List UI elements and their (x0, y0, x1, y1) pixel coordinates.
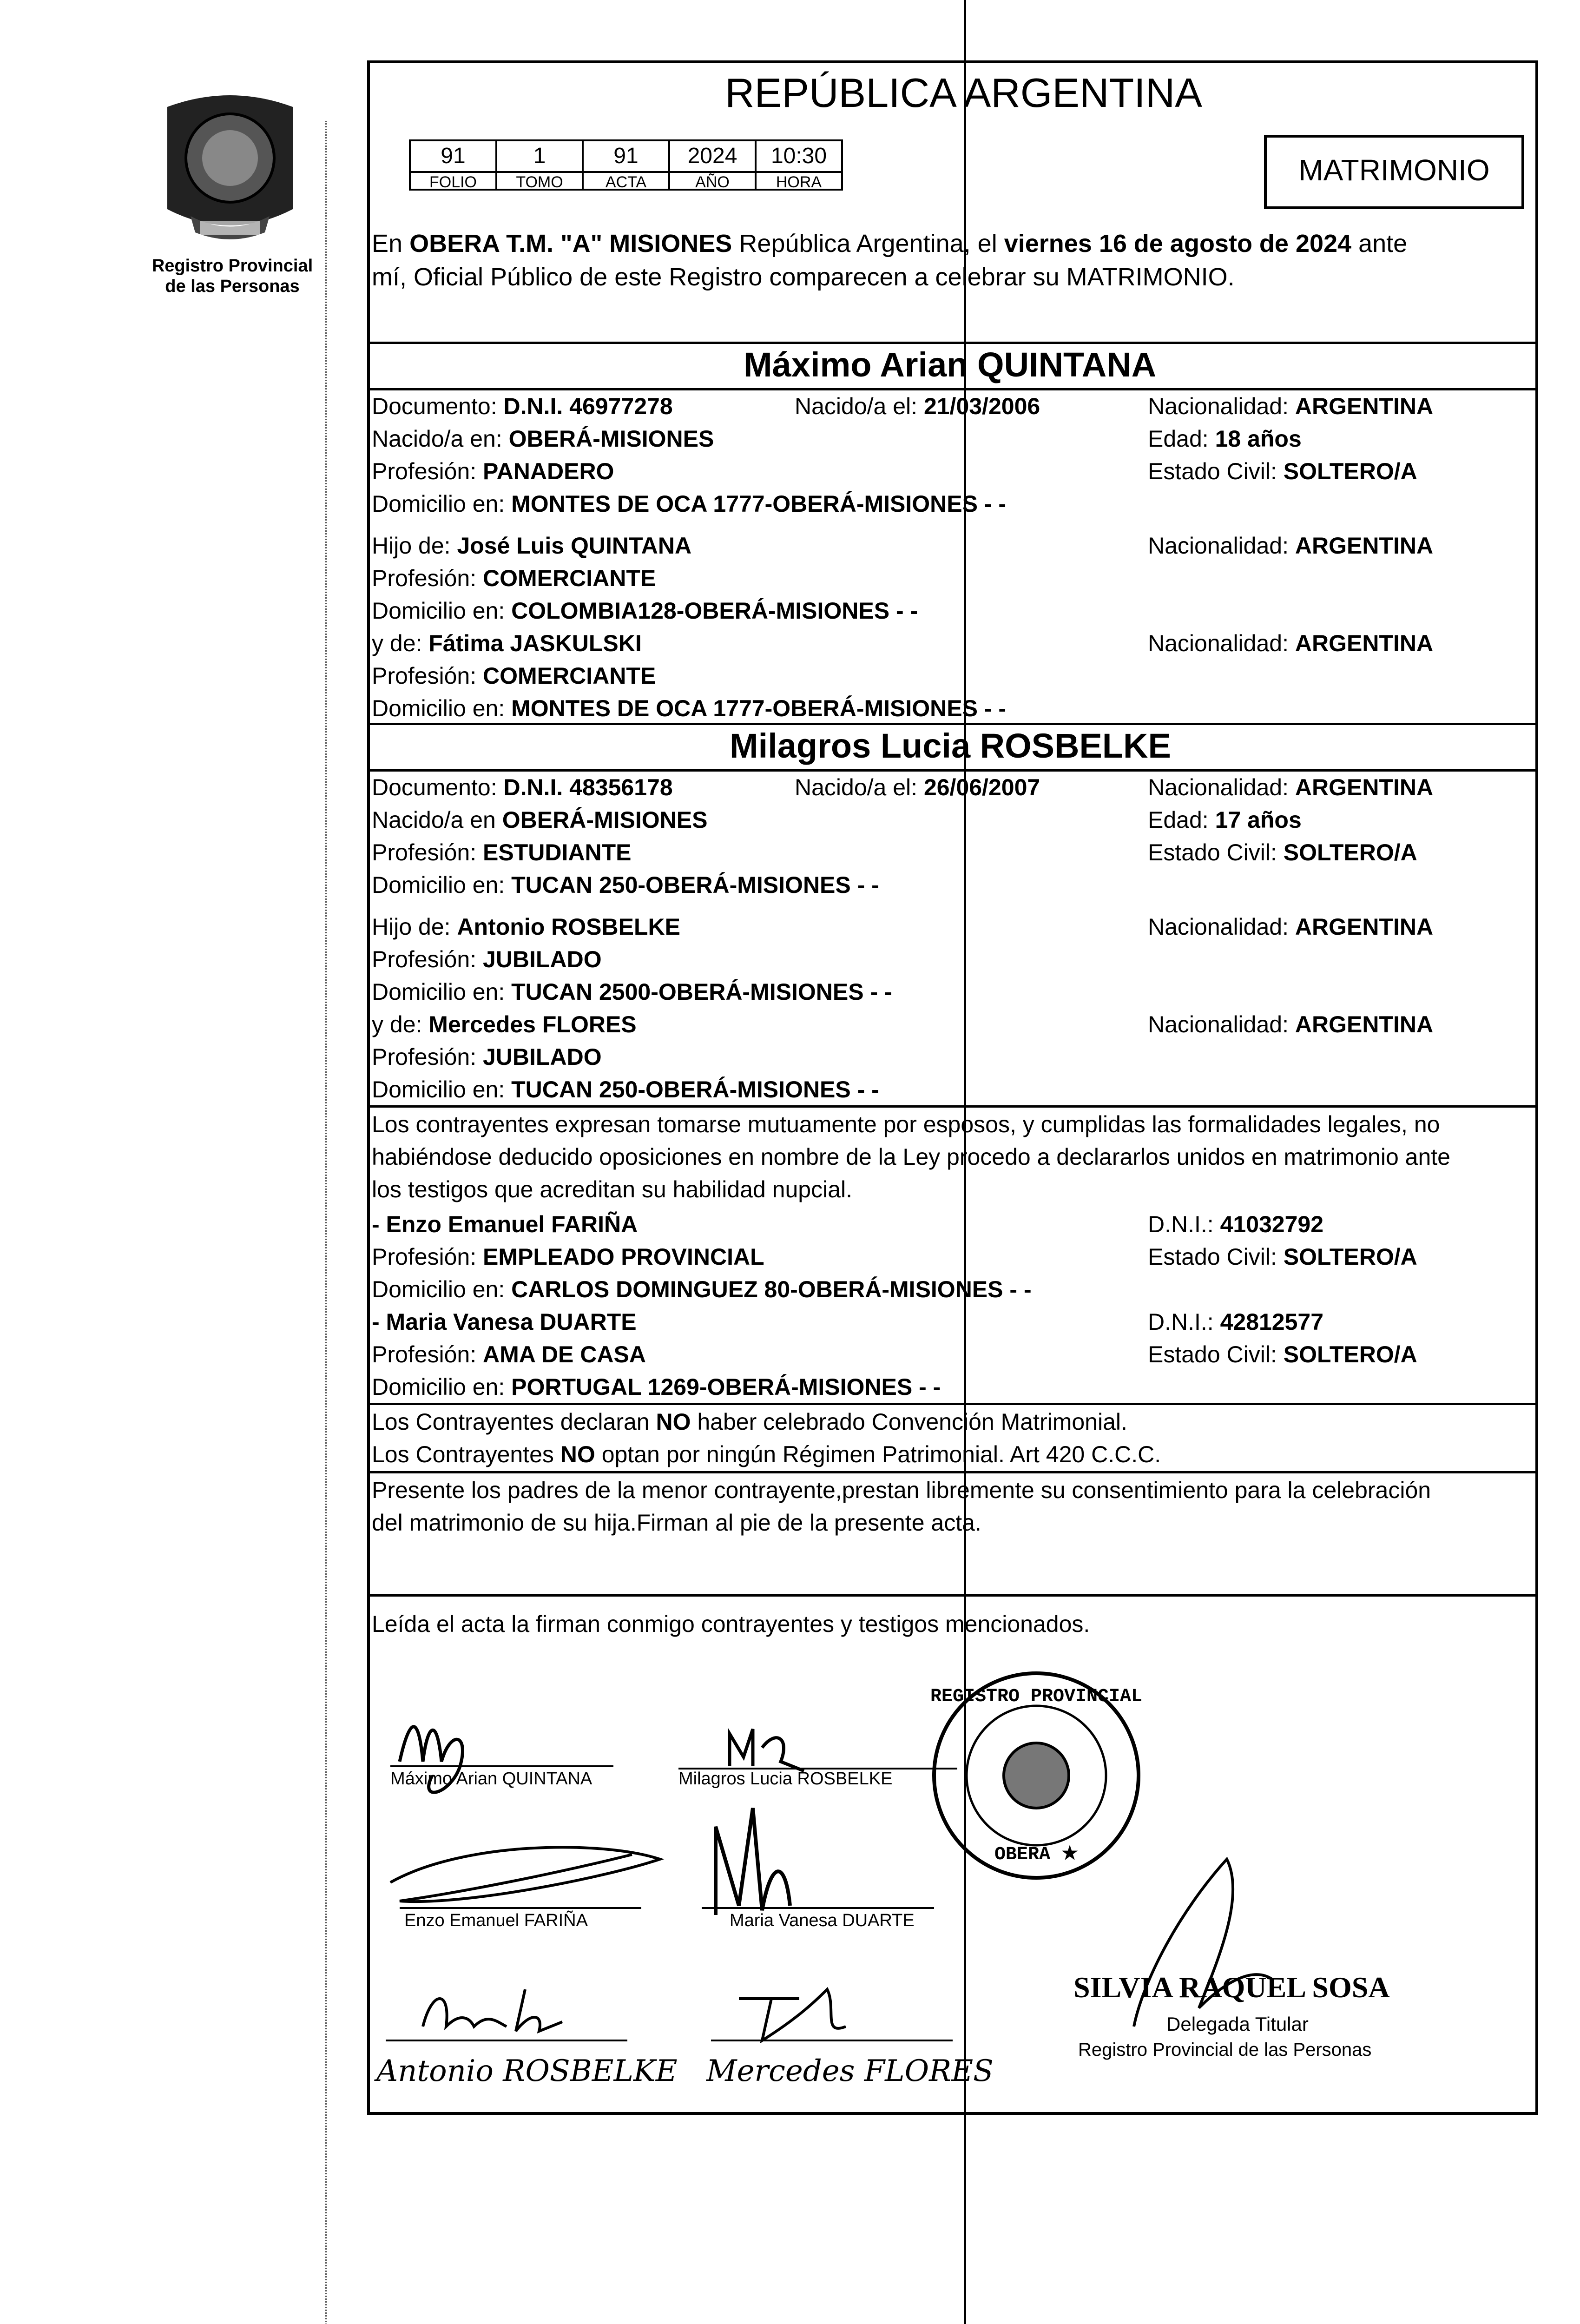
divider (367, 1594, 1538, 1597)
registry-cell-tomo: 1 TOMO (495, 139, 584, 191)
convention-line-1: Los Contrayentes declaran NO haber celebrado Convención Matrimonial. (372, 1409, 1127, 1435)
spouse1-documento: Documento: D.N.I. 46977278 (372, 393, 673, 419)
spouse1-mother-nacionalidad: Nacionalidad: ARGENTINA (1148, 630, 1434, 656)
spouse2-nacido-el: Nacido/a el: 26/06/2007 (795, 774, 1040, 800)
spouse1-edad: Edad: 18 años (1148, 426, 1302, 452)
spouse1-name: Máximo Arian QUINTANA (744, 345, 1157, 384)
spouse2-estado-civil: Estado Civil: SOLTERO/A (1148, 839, 1417, 865)
witness2-signature (697, 1789, 939, 1929)
father-handwritten-name: Antonio ROSBELKE (376, 2054, 678, 2088)
spouse1-nacionalidad: Nacionalidad: ARGENTINA (1148, 393, 1434, 419)
spouse2-name: Milagros Lucia ROSBELKE (730, 726, 1171, 765)
witness2-estado-civil: Estado Civil: SOLTERO/A (1148, 1341, 1417, 1367)
spouse1-nacido-en: Nacido/a en: OBERÁ-MISIONES (372, 426, 714, 452)
intro-line-2: mí, Oficial Público de este Registro comparecen a celebrar su MATRIMONIO. (372, 263, 1235, 291)
margin-line (325, 121, 327, 2324)
witness1-dni: D.N.I.: 41032792 (1148, 1211, 1324, 1237)
spouse1-nacido-el: Nacido/a el: 21/03/2006 (795, 393, 1040, 419)
divider (367, 1471, 1538, 1473)
official-role: Delegada Titular (1166, 2013, 1309, 2035)
witness1-signature (372, 1822, 697, 1924)
father-signature (376, 1971, 637, 2054)
spouse2-edad: Edad: 17 años (1148, 807, 1302, 833)
registry-cell-folio: 91 FOLIO (409, 139, 497, 191)
spouse2-father-profesion: Profesión: JUBILADO (372, 946, 602, 972)
svg-text:REGISTRO PROVINCIAL: REGISTRO PROVINCIAL (930, 1686, 1143, 1707)
intro-line-1: En OBERA T.M. "A" MISIONES República Argentina, el viernes 16 de agosto de 2024 ante (372, 230, 1408, 257)
convention-line-2: Los Contrayentes NO optan por ningún Régimen Patrimonial. Art 420 C.C.C. (372, 1441, 1161, 1467)
witness2-profesion: Profesión: AMA DE CASA (372, 1341, 646, 1367)
mother-signature (706, 1971, 957, 2054)
spouse1-father-nacionalidad: Nacionalidad: ARGENTINA (1148, 533, 1434, 559)
witness2-signature-name: Maria Vanesa DUARTE (730, 1911, 915, 1930)
declaration-line-2: habiéndose deducido oposiciones en nombre de la Ley procedo a declararlos unidos en matrimonio ante (372, 1144, 1450, 1170)
spouse2-mother-profesion: Profesión: JUBILADO (372, 1044, 602, 1070)
official-signature (1106, 1841, 1338, 2036)
spouse2-mother-domicilio: Domicilio en: TUCAN 250-OBERÁ-MISIONES - - (372, 1076, 879, 1103)
svg-text:OBERÁ ★: OBERÁ ★ (994, 1844, 1078, 1865)
divider (367, 1105, 1538, 1108)
observation-line-2: del matrimonio de su hija.Firman al pie de la presente acta. (372, 1510, 981, 1536)
spouse1-estado-civil: Estado Civil: SOLTERO/A (1148, 458, 1417, 484)
logo-caption: Registro Provincial de las Personas (151, 256, 313, 296)
official-name: SILVIA RAQUEL SOSA (1073, 1971, 1390, 2004)
spouse2-nacido-en: Nacido/a en OBERÁ-MISIONES (372, 807, 708, 833)
spouse2-father-domicilio: Domicilio en: TUCAN 2500-OBERÁ-MISIONES - - (372, 979, 892, 1005)
spouse2-nacionalidad: Nacionalidad: ARGENTINA (1148, 774, 1434, 800)
declaration-line-3: los testigos que acreditan su habilidad nupcial. (372, 1176, 853, 1202)
bride-name: Milagros Lucia ROSBELKE (678, 1769, 893, 1789)
spouse2-father: Hijo de: Antonio ROSBELKE (372, 914, 680, 940)
witness2-name: - Maria Vanesa DUARTE (372, 1309, 637, 1335)
spouse1-father-domicilio: Domicilio en: COLOMBIA128-OBERÁ-MISIONES - - (372, 598, 918, 624)
witness1-estado-civil: Estado Civil: SOLTERO/A (1148, 1244, 1417, 1270)
official-office: Registro Provincial de las Personas (1078, 2040, 1372, 2060)
spouse2-domicilio: Domicilio en: TUCAN 250-OBERÁ-MISIONES - - (372, 872, 879, 898)
groom-name: Máximo Arian QUINTANA (390, 1769, 592, 1789)
witness1-signature-name: Enzo Emanuel FARIÑA (404, 1911, 588, 1930)
spouse1-father: Hijo de: José Luis QUINTANA (372, 533, 692, 559)
record-type-box: MATRIMONIO (1264, 135, 1524, 209)
spouse1-mother-profesion: Profesión: COMERCIANTE (372, 663, 656, 689)
witness1-domicilio: Domicilio en: CARLOS DOMINGUEZ 80-OBERÁ-MISIONES - - (372, 1276, 1032, 1302)
spouse1-domicilio: Domicilio en: MONTES DE OCA 1777-OBERÁ-MISIONES - - (372, 491, 1007, 517)
witness1-name: - Enzo Emanuel FARIÑA (372, 1211, 638, 1237)
closing-text: Leída el acta la firman conmigo contrayentes y testigos mencionados. (372, 1611, 1090, 1637)
witness2-domicilio: Domicilio en: PORTUGAL 1269-OBERÁ-MISIONES - - (372, 1374, 941, 1400)
spouse2-father-nacionalidad: Nacionalidad: ARGENTINA (1148, 914, 1434, 940)
spouse1-mother-domicilio: Domicilio en: MONTES DE OCA 1777-OBERÁ-MISIONES - - (372, 695, 1007, 721)
page-title: REPÚBLICA ARGENTINA (725, 70, 1202, 116)
registry-logo (153, 88, 307, 246)
spouse1-profesion: Profesión: PANADERO (372, 458, 614, 484)
witness2-dni: D.N.I.: 42812577 (1148, 1309, 1324, 1335)
divider (367, 1403, 1538, 1405)
spouse2-profesion: Profesión: ESTUDIANTE (372, 839, 632, 865)
spouse2-documento: Documento: D.N.I. 48356178 (372, 774, 673, 800)
spouse1-father-profesion: Profesión: COMERCIANTE (372, 565, 656, 591)
mother-handwritten-name: Mercedes FLORES (706, 2054, 994, 2088)
registry-cell-acta: 91 ACTA (582, 139, 670, 191)
witness1-profesion: Profesión: EMPLEADO PROVINCIAL (372, 1244, 764, 1270)
registry-cell-hora: 10:30 HORA (755, 139, 843, 191)
spouse2-mother: y de: Mercedes FLORES (372, 1011, 637, 1037)
spouse1-mother: y de: Fátima JASKULSKI (372, 630, 642, 656)
declaration-line-1: Los contrayentes expresan tomarse mutuamente por esposos, y cumplidas las formalidades legales, no (372, 1111, 1440, 1137)
observation-line-1: Presente los padres de la menor contrayente,prestan libremente su consentimiento para la celebración (372, 1477, 1431, 1503)
registry-cell-anio: 2024 AÑO (668, 139, 757, 191)
spouse2-mother-nacionalidad: Nacionalidad: ARGENTINA (1148, 1011, 1434, 1037)
